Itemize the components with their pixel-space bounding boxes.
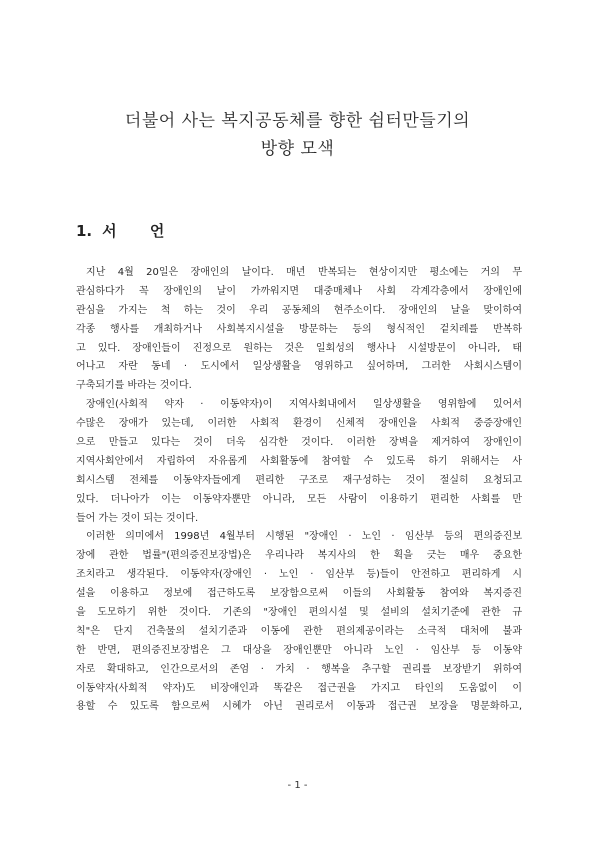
text-line: 이러한 의미에서 1998년 4월부터 시행된 "장애인 · 노인 · 임산부 등의 편의증진보 [86, 531, 522, 543]
text-line: 장에 관한 법률"(편의증진보장법)은 우리나라 복지사의 한 획을 긋는 매우 중요한 [76, 550, 522, 562]
text-line: 수많은 장애가 있는데, 이러한 사회적 환경이 신체적 장애인을 사회적 중증장애인 [76, 418, 522, 430]
text-line: 어나고 자란 동네 · 도시에서 일상생활을 영위하고 싶어하며, 그러한 사회시스템이 [76, 361, 522, 373]
paragraph [76, 396, 522, 528]
text-line: 설을 이용하고 정보에 접근하도록 보장함으로써 이들의 사회활동 참여와 복지증진 [76, 588, 522, 600]
paragraph [76, 528, 522, 717]
text-line: 관심하다가 꼭 장애인의 날이 가까워지면 대중매체나 사회 각계각층에서 장애인에 [76, 285, 522, 297]
text-line: 조치라고 생각된다. 이동약자(장애인 · 노인 · 임산부 등)들이 안전하고 편리하게 시 [76, 569, 522, 581]
text-line: 이동약자(사회적 약자)도 비장애인과 똑같은 접근권을 가지고 타인의 도움없이 이 [76, 682, 522, 694]
text-line: 관심을 가지는 척 하는 것이 우리 공동체의 현주소이다. 장애인의 날을 맞이하여 [76, 304, 522, 316]
text-line: 고 있다. 장애인들이 진정으로 원하는 것은 일회성의 행사나 시설방문이 아니라, 태 [76, 342, 522, 354]
document-title [0, 107, 595, 163]
text-line: 각종 행사를 개최하거나 사회복지시설을 방문하는 등의 형식적인 겉치레를 반복하 [76, 323, 522, 335]
section-number: 1. [76, 222, 93, 240]
title-line-2: 방향 모색 [260, 139, 335, 159]
text-line: 회시스템 전체를 이동약자들에게 편리한 구조로 재구성하는 것이 절실히 요청되고 [76, 474, 522, 486]
text-line: 장애인(사회적 약자 · 이동약자)이 지역사회내에서 일상생활을 영위함에 있어서 [86, 399, 522, 411]
text-line: 들어 가는 것이 되는 것이다. [76, 512, 199, 524]
text-line: 을 도모하기 위한 것이다. 기존의 "장애인 편의시설 및 설비의 설치기준에 관한 규 [76, 607, 522, 619]
page-number: - 1 - [287, 780, 308, 791]
paragraph [76, 264, 522, 396]
text-line: 자로 확대하고, 인간으로서의 존엄 · 가치 · 행복을 추구할 권리를 보장받기 위하여 [76, 663, 522, 675]
text-line: 지역사회안에서 자립하여 자유롭게 사회활동에 참여할 수 있도록 하기 위해서는 사 [76, 455, 522, 467]
text-line: 있다. 더나아가 이는 이동약자뿐만 아니라, 모든 사람이 이용하기 편리한 사회를 만 [76, 493, 522, 505]
section-heading [76, 220, 178, 241]
section-title: 서 언 [102, 222, 179, 240]
text-line: 칙"은 단지 건축물의 설치기준과 이동에 관한 편의제공이라는 소극적 대처에 불과 [76, 625, 522, 637]
text-line: 지난 4월 20일은 장애인의 날이다. 매년 반복되는 현상이지만 평소에는 거의 무 [86, 267, 522, 278]
text-line: 으로 만들고 있다는 것이 더욱 심각한 것이다. 이러한 장벽을 제거하여 장애인이 [76, 437, 522, 449]
text-line: 용할 수 있도록 함으로써 시혜가 아닌 권리로서 이동과 접근권 보장을 명문화하고, [76, 701, 522, 713]
text-line: 구축되기를 바라는 것이다. [76, 380, 192, 392]
body-text [76, 264, 522, 717]
text-line: 한 반면, 편의증진보장법은 그 대상을 장애인뿐만 아니라 노인 · 임산부 등 이동약 [76, 644, 522, 656]
title-line-1: 더불어 사는 복지공동체를 향한 쉼터만들기의 [124, 111, 471, 131]
